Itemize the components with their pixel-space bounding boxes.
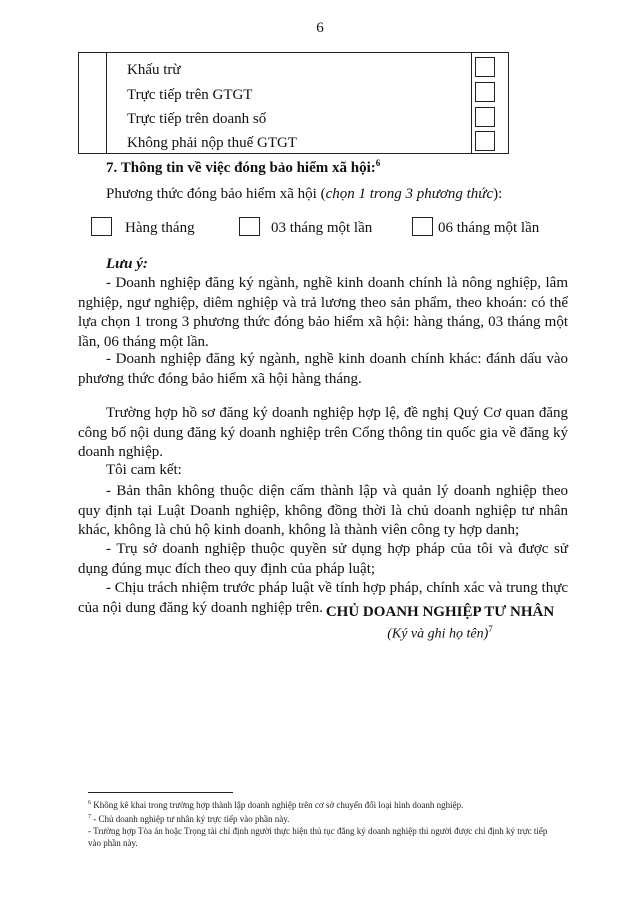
footnote-text: Không kê khai trong trường hợp thành lập doanh nghiệp trên cơ sở chuyển đổi loại hình doanh nghiệp. — [93, 800, 464, 810]
tax-option-label: Trực tiếp trên GTGT — [127, 87, 253, 103]
note-heading: Lưu ý: — [106, 256, 148, 272]
quarterly-checkbox[interactable] — [239, 217, 260, 236]
semiannual-label: 06 tháng một lần — [438, 220, 540, 236]
signature-note-text: (Ký và ghi họ tên) — [387, 626, 489, 642]
note-paragraph-2: - Doanh nghiệp đăng ký ngành, nghề kinh doanh chính khác: đánh dấu vào phương thức đóng bảo hiểm xã hội hàng tháng. — [78, 351, 568, 387]
prompt-text: Phương thức đóng bảo hiểm xã hội ( — [106, 186, 326, 202]
footnote-7 — [88, 811, 548, 825]
signature-note — [300, 624, 580, 643]
footnote-text: - Chủ doanh nghiệp tư nhân ký trực tiếp vào phần này. — [93, 814, 290, 824]
page-number: 6 — [316, 20, 324, 36]
commit-heading: Tôi cam kết: — [106, 462, 182, 478]
tax-doanh-so-checkbox[interactable] — [475, 107, 495, 127]
footnote-divider — [88, 792, 233, 793]
note-paragraph-1: - Doanh nghiệp đăng ký ngành, nghề kinh doanh chính là nông nghiệp, lâm nghiệp, ngư nghiệp, diêm nghiệp và trả lương theo sản phẩm, theo khoán: có thể lựa chọn 1 trong 3 phương thức đóng bảo hiểm xã hội: hàng tháng, 03 tháng một lần, 06 tháng một lần. — [78, 275, 568, 350]
tax-gtgt-checkbox[interactable] — [475, 82, 495, 102]
table-divider — [106, 53, 107, 153]
monthly-checkbox[interactable] — [91, 217, 112, 236]
section-7-title-text: 7. Thông tin về việc đóng bảo hiểm xã hội — [106, 160, 371, 176]
tax-khong-nop-checkbox[interactable] — [475, 131, 495, 151]
footnote-mark: 6 — [88, 800, 91, 806]
monthly-label: Hàng tháng — [125, 220, 195, 236]
prompt-text: ): — [493, 186, 503, 202]
tax-method-table — [78, 52, 509, 154]
footnote-mark: 7 — [88, 814, 91, 820]
request-paragraph: Trường hợp hồ sơ đăng ký doanh nghiệp hợp lệ, đề nghị Quý Cơ quan đăng công bố nội dung đăng ký doanh nghiệp trên Cổng thông tin quốc gia về đăng ký doanh nghiệp. — [78, 405, 568, 460]
table-divider — [471, 53, 472, 153]
semiannual-checkbox[interactable] — [412, 217, 433, 236]
quarterly-label: 03 tháng một lần — [271, 220, 373, 236]
footnote-7-cont — [88, 825, 548, 849]
commit-item-2: - Trụ sở doanh nghiệp thuộc quyền sử dụng hợp pháp của tôi và được sử dụng đúng mục đích theo quy định của pháp luật; — [78, 541, 568, 577]
footnote-6 — [88, 797, 548, 811]
commit-item-3: - Chịu trách nhiệm trước pháp luật về tính hợp pháp, chính xác và trung thực của nội dung đăng ký doanh nghiệp trên. — [78, 580, 568, 616]
tax-option-label: Trực tiếp trên doanh số — [127, 111, 267, 127]
tax-option-label: Không phải nộp thuế GTGT — [127, 135, 297, 151]
signature-title: CHỦ DOANH NGHIỆP TƯ NHÂN — [325, 604, 555, 620]
tax-khau-tru-checkbox[interactable] — [475, 57, 495, 77]
tax-option-label: Khấu trừ — [127, 62, 181, 78]
section-7-title: 7. Thông tin về việc đóng bảo hiểm xã hội:$^6$ — [106, 158, 381, 176]
footnote-text: - Trường hợp Tòa án hoặc Trọng tài chỉ định người thực hiện thủ tục đăng ký doanh nghiệp thì người được chỉ định ký trực tiếp vào phần này. — [88, 826, 548, 848]
footnote-ref: 7 — [488, 624, 493, 634]
footnote-ref: 6 — [375, 158, 381, 168]
insurance-method-prompt — [106, 186, 502, 203]
prompt-italic: chọn 1 trong 3 phương thức — [325, 186, 494, 202]
commit-item-1: - Bản thân không thuộc diện cấm thành lập và quản lý doanh nghiệp theo quy định tại Luật Doanh nghiệp, không đồng thời là chủ doanh nghiệp tư nhân khác, không là chủ hộ kinh doanh, không là thành viên công ty hợp danh; — [78, 483, 568, 538]
